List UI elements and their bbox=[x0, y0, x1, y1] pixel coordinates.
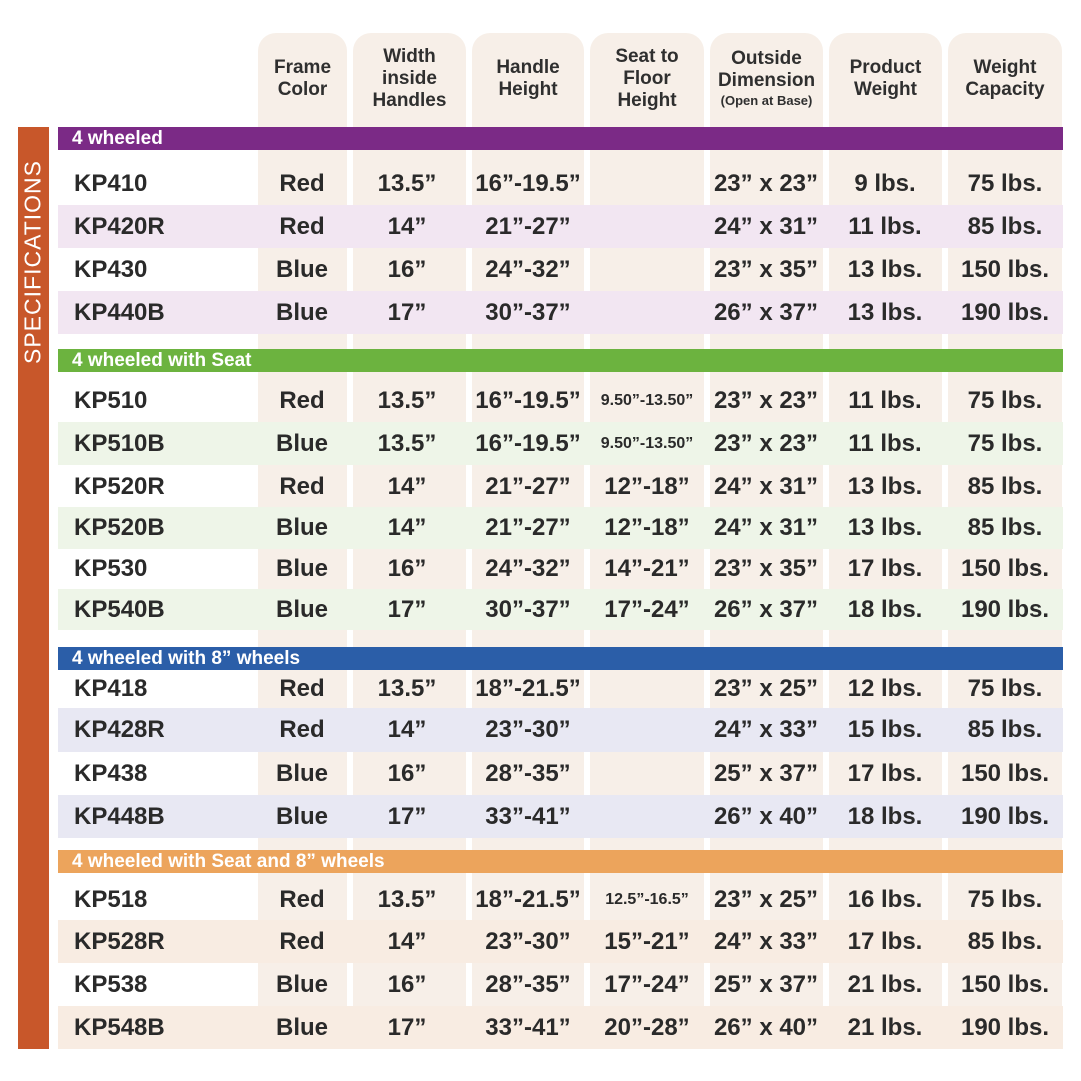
section-header: 4 wheeled with Seat and 8” wheels bbox=[58, 850, 1063, 873]
cell-width: 13.5” bbox=[377, 675, 437, 702]
cell-product-weight: 16 lbs. bbox=[847, 886, 923, 913]
cell-product-weight: 17 lbs. bbox=[847, 555, 923, 582]
table-row bbox=[58, 205, 1063, 248]
cell-outside-dimension: 23” x 35” bbox=[713, 256, 819, 283]
table-row bbox=[58, 708, 1063, 752]
cell-product-weight: 13 lbs. bbox=[847, 473, 923, 500]
cell-weight-capacity: 85 lbs. bbox=[967, 514, 1043, 541]
cell-seat-height bbox=[587, 752, 707, 795]
header-handle-height: Handle Height bbox=[496, 57, 560, 100]
cell-frame-color: Blue bbox=[275, 514, 328, 541]
cell-model: KP430 bbox=[74, 256, 148, 283]
cell-seat-height bbox=[587, 162, 707, 205]
cell-weight-capacity: 190 lbs. bbox=[960, 1014, 1050, 1041]
cell-outside-dimension: 24” x 33” bbox=[713, 928, 819, 955]
cell-outside-dimension: 23” x 23” bbox=[713, 170, 819, 197]
cell-outside-dimension: 26” x 37” bbox=[713, 299, 819, 326]
cell-outside-dimension: 26” x 37” bbox=[713, 596, 819, 623]
cell-width: 16” bbox=[387, 971, 427, 998]
cell-frame-color: Red bbox=[279, 170, 325, 197]
cell-weight-capacity: 75 lbs. bbox=[967, 387, 1043, 414]
cell-model: KP538 bbox=[74, 971, 148, 998]
cell-weight-capacity: 150 lbs. bbox=[960, 555, 1050, 582]
cell-model: KP540B bbox=[74, 596, 165, 623]
table-row bbox=[58, 670, 1063, 708]
cell-handle-height: 30”-37” bbox=[485, 596, 571, 623]
cell-handle-height: 21”-27” bbox=[485, 514, 571, 541]
cell-handle-height: 24”-32” bbox=[485, 555, 571, 582]
cell-frame-color: Blue bbox=[275, 971, 328, 998]
table-row bbox=[58, 507, 1063, 549]
cell-weight-capacity: 150 lbs. bbox=[960, 760, 1050, 787]
cell-weight-capacity: 150 lbs. bbox=[960, 256, 1050, 283]
table-row bbox=[58, 963, 1063, 1006]
table-row bbox=[58, 752, 1063, 795]
cell-weight-capacity: 75 lbs. bbox=[967, 675, 1043, 702]
cell-seat-height bbox=[587, 248, 707, 291]
cell-model: KP510 bbox=[74, 387, 148, 414]
cell-width: 16” bbox=[387, 760, 427, 787]
cell-seat-height: 17”-24” bbox=[604, 971, 690, 998]
cell-frame-color: Red bbox=[279, 473, 325, 500]
cell-model: KP438 bbox=[74, 760, 148, 787]
cell-width: 13.5” bbox=[377, 387, 437, 414]
cell-product-weight: 18 lbs. bbox=[847, 596, 923, 623]
cell-seat-height bbox=[587, 205, 707, 248]
cell-product-weight: 21 lbs. bbox=[847, 1014, 923, 1041]
cell-weight-capacity: 190 lbs. bbox=[960, 596, 1050, 623]
section-header: 4 wheeled with 8” wheels bbox=[58, 647, 1063, 670]
cell-model: KP428R bbox=[74, 716, 165, 743]
cell-outside-dimension: 26” x 40” bbox=[713, 1014, 819, 1041]
cell-weight-capacity: 85 lbs. bbox=[967, 213, 1043, 240]
cell-width: 16” bbox=[387, 256, 427, 283]
header-outside-dimension-note: (Open at Base) bbox=[720, 93, 813, 108]
cell-model: KP448B bbox=[74, 803, 165, 830]
cell-width: 13.5” bbox=[377, 430, 437, 457]
cell-product-weight: 11 lbs. bbox=[848, 213, 922, 240]
table-row bbox=[58, 589, 1063, 630]
section-header: 4 wheeled bbox=[58, 127, 1063, 150]
cell-width: 14” bbox=[387, 473, 427, 500]
cell-handle-height: 33”-41” bbox=[485, 1014, 571, 1041]
cell-outside-dimension: 24” x 33” bbox=[713, 716, 819, 743]
cell-handle-height: 24”-32” bbox=[485, 256, 571, 283]
cell-outside-dimension: 24” x 31” bbox=[713, 514, 819, 541]
cell-frame-color: Blue bbox=[275, 555, 328, 582]
cell-handle-height: 23”-30” bbox=[485, 716, 571, 743]
cell-handle-height: 28”-35” bbox=[485, 760, 571, 787]
cell-outside-dimension: 25” x 37” bbox=[713, 760, 819, 787]
cell-width: 16” bbox=[387, 555, 427, 582]
cell-handle-height: 33”-41” bbox=[485, 803, 571, 830]
table-row bbox=[58, 422, 1063, 465]
cell-handle-height: 16”-19.5” bbox=[475, 170, 581, 197]
cell-weight-capacity: 85 lbs. bbox=[967, 716, 1043, 743]
cell-product-weight: 13 lbs. bbox=[847, 514, 923, 541]
cell-handle-height: 23”-30” bbox=[485, 928, 571, 955]
header-weight-capacity: Weight Capacity bbox=[965, 57, 1045, 100]
cell-handle-height: 18”-21.5” bbox=[475, 886, 581, 913]
specifications-label: SPECIFICATIONS bbox=[19, 160, 46, 364]
cell-frame-color: Red bbox=[279, 928, 325, 955]
cell-product-weight: 11 lbs. bbox=[848, 430, 922, 457]
cell-frame-color: Red bbox=[279, 213, 325, 240]
cell-seat-height: 9.50”-13.50” bbox=[600, 435, 694, 452]
cell-seat-height bbox=[587, 670, 707, 708]
header-outside-dimension: Outside Dimension (Open at Base) bbox=[717, 48, 816, 108]
table-row bbox=[58, 465, 1063, 508]
cell-seat-height: 12.5”-16.5” bbox=[605, 891, 689, 908]
cell-seat-height: 15”-21” bbox=[604, 928, 690, 955]
cell-model: KP530 bbox=[74, 555, 148, 582]
cell-outside-dimension: 26” x 40” bbox=[713, 803, 819, 830]
table-row bbox=[58, 795, 1063, 838]
header-frame-color: Frame Color bbox=[273, 57, 332, 100]
cell-frame-color: Blue bbox=[275, 1014, 328, 1041]
header-seat-to-floor-height: Seat to Floor Height bbox=[615, 46, 679, 111]
cell-outside-dimension: 23” x 23” bbox=[713, 430, 819, 457]
cell-handle-height: 21”-27” bbox=[485, 473, 571, 500]
cell-width: 17” bbox=[387, 803, 427, 830]
cell-product-weight: 15 lbs. bbox=[847, 716, 923, 743]
cell-product-weight: 9 lbs. bbox=[854, 170, 916, 197]
cell-outside-dimension: 25” x 37” bbox=[713, 971, 819, 998]
cell-width: 14” bbox=[387, 213, 427, 240]
cell-frame-color: Red bbox=[279, 716, 325, 743]
cell-seat-height: 9.50”-13.50” bbox=[600, 392, 694, 409]
table-row bbox=[58, 920, 1063, 963]
cell-width: 14” bbox=[387, 514, 427, 541]
cell-model: KP548B bbox=[74, 1014, 165, 1041]
cell-handle-height: 30”-37” bbox=[485, 299, 571, 326]
cell-product-weight: 11 lbs. bbox=[848, 387, 922, 414]
cell-model: KP440B bbox=[74, 299, 165, 326]
cell-model: KP510B bbox=[74, 430, 165, 457]
table-row bbox=[58, 879, 1063, 920]
cell-frame-color: Blue bbox=[275, 803, 328, 830]
cell-outside-dimension: 23” x 35” bbox=[713, 555, 819, 582]
cell-product-weight: 17 lbs. bbox=[847, 760, 923, 787]
cell-weight-capacity: 150 lbs. bbox=[960, 971, 1050, 998]
cell-model: KP410 bbox=[74, 170, 148, 197]
cell-product-weight: 21 lbs. bbox=[847, 971, 923, 998]
table-row bbox=[58, 1006, 1063, 1049]
cell-weight-capacity: 190 lbs. bbox=[960, 299, 1050, 326]
cell-product-weight: 18 lbs. bbox=[847, 803, 923, 830]
cell-weight-capacity: 85 lbs. bbox=[967, 928, 1043, 955]
cell-outside-dimension: 23” x 25” bbox=[713, 675, 819, 702]
section-header: 4 wheeled with Seat bbox=[58, 349, 1063, 372]
cell-seat-height: 20”-28” bbox=[604, 1014, 690, 1041]
cell-outside-dimension: 24” x 31” bbox=[713, 213, 819, 240]
cell-model: KP420R bbox=[74, 213, 165, 240]
cell-handle-height: 16”-19.5” bbox=[475, 387, 581, 414]
cell-model: KP520R bbox=[74, 473, 165, 500]
cell-handle-height: 21”-27” bbox=[485, 213, 571, 240]
table-row bbox=[58, 162, 1063, 205]
cell-outside-dimension: 24” x 31” bbox=[713, 473, 819, 500]
cell-width: 17” bbox=[387, 299, 427, 326]
cell-model: KP418 bbox=[74, 675, 148, 702]
cell-model: KP518 bbox=[74, 886, 148, 913]
cell-frame-color: Blue bbox=[275, 256, 328, 283]
cell-frame-color: Blue bbox=[275, 430, 328, 457]
cell-width: 13.5” bbox=[377, 886, 437, 913]
cell-seat-height: 12”-18” bbox=[604, 514, 690, 541]
cell-frame-color: Blue bbox=[275, 596, 328, 623]
cell-frame-color: Blue bbox=[275, 299, 328, 326]
cell-width: 14” bbox=[387, 716, 427, 743]
header-product-weight: Product Weight bbox=[849, 57, 922, 100]
cell-weight-capacity: 75 lbs. bbox=[967, 886, 1043, 913]
table-row bbox=[58, 248, 1063, 291]
cell-frame-color: Blue bbox=[275, 760, 328, 787]
cell-frame-color: Red bbox=[279, 387, 325, 414]
cell-weight-capacity: 85 lbs. bbox=[967, 473, 1043, 500]
cell-width: 14” bbox=[387, 928, 427, 955]
cell-product-weight: 13 lbs. bbox=[847, 256, 923, 283]
cell-outside-dimension: 23” x 23” bbox=[713, 387, 819, 414]
cell-weight-capacity: 75 lbs. bbox=[967, 170, 1043, 197]
table-row bbox=[58, 548, 1063, 589]
cell-product-weight: 13 lbs. bbox=[847, 299, 923, 326]
cell-seat-height: 17”-24” bbox=[604, 596, 690, 623]
cell-frame-color: Red bbox=[279, 886, 325, 913]
cell-model: KP520B bbox=[74, 514, 165, 541]
cell-frame-color: Red bbox=[279, 675, 325, 702]
cell-weight-capacity: 190 lbs. bbox=[960, 803, 1050, 830]
cell-handle-height: 28”-35” bbox=[485, 971, 571, 998]
cell-seat-height bbox=[587, 795, 707, 838]
cell-seat-height: 14”-21” bbox=[604, 555, 690, 582]
header-width-inside-handles: Width inside Handles bbox=[372, 46, 447, 111]
table-row bbox=[58, 379, 1063, 422]
cell-model: KP528R bbox=[74, 928, 165, 955]
cell-product-weight: 12 lbs. bbox=[847, 675, 923, 702]
cell-handle-height: 16”-19.5” bbox=[475, 430, 581, 457]
cell-outside-dimension: 23” x 25” bbox=[713, 886, 819, 913]
cell-weight-capacity: 75 lbs. bbox=[967, 430, 1043, 457]
cell-handle-height: 18”-21.5” bbox=[475, 675, 581, 702]
cell-width: 17” bbox=[387, 1014, 427, 1041]
cell-width: 17” bbox=[387, 596, 427, 623]
cell-seat-height: 12”-18” bbox=[604, 473, 690, 500]
cell-seat-height bbox=[587, 291, 707, 334]
cell-width: 13.5” bbox=[377, 170, 437, 197]
table-row bbox=[58, 291, 1063, 334]
cell-product-weight: 17 lbs. bbox=[847, 928, 923, 955]
cell-seat-height bbox=[587, 708, 707, 752]
